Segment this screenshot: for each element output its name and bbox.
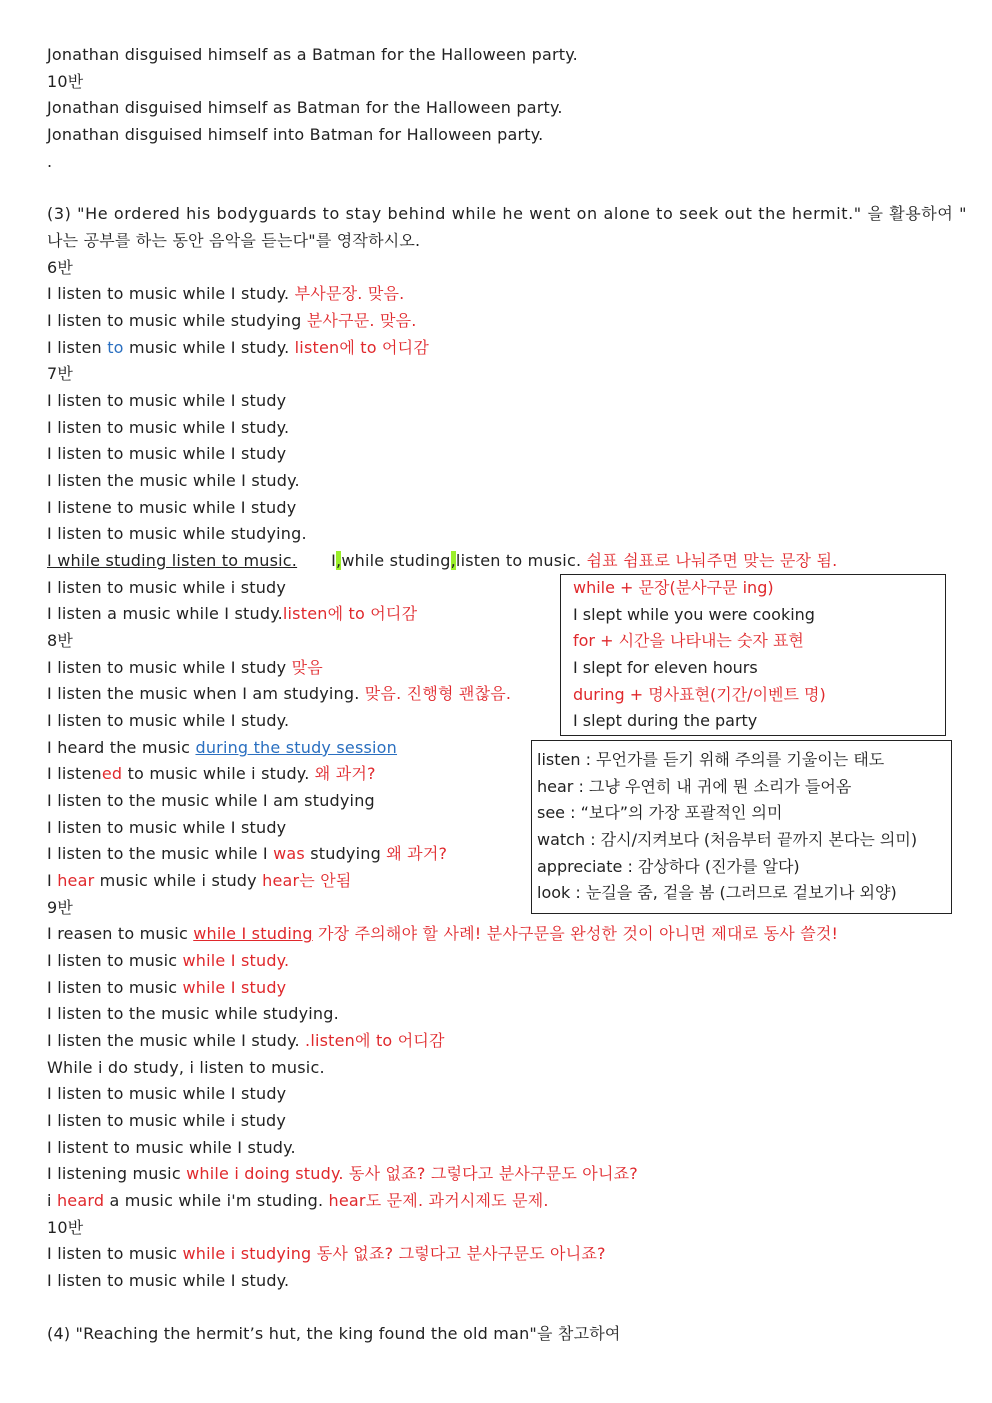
teacher-comment: .listen에 to 어디감 <box>305 1031 445 1050</box>
note-line: see : “보다”의 가장 포괄적인 의미 <box>537 803 783 822</box>
note-line: listen : 무언가를 듣기 위해 주의를 기울이는 태도 <box>537 750 885 769</box>
answer-line: I listen to music while studying. <box>47 524 307 543</box>
answer-line: I while studing listen to music. I,while studing,listen to music. 쉼표 쉼표로 나눠주면 맞는 문장 됨. <box>47 551 838 570</box>
answer-line: I listene to music while I study <box>47 498 297 517</box>
answer-line: I listen to music while I study <box>47 444 287 463</box>
answer-line: I listen to music while I study 맞음 <box>47 658 323 677</box>
answer-line: I listen to the music while I was studying 왜 과거? <box>47 844 448 863</box>
answer-line: I listen to music while i studying 동사 없죠? 그렇다고 분사구문도 아니죠? <box>47 1244 606 1263</box>
grammar-note-box <box>560 574 946 736</box>
class-heading: 10반 <box>47 1218 84 1237</box>
teacher-comment: 맞음 <box>291 658 323 677</box>
class-heading: 9반 <box>47 898 74 917</box>
sentence-line: . <box>47 152 53 171</box>
note-line: appreciate : 감상하다 (진가를 알다) <box>537 857 800 876</box>
answer-line: I listen to music while I study <box>47 818 287 837</box>
answer-line: I listen to music while I study <box>47 391 287 410</box>
note-line: while + 문장(분사구문 ing) <box>573 578 774 597</box>
answer-line: While i do study, i listen to music. <box>47 1058 325 1077</box>
answer-line: I listening music while i doing study. 동사 없죠? 그렇다고 분사구문도 아니죠? <box>47 1164 638 1183</box>
teacher-comment: listen에 to 어디감 <box>282 604 418 623</box>
teacher-comment: 분사구문. 맞음. <box>306 311 417 330</box>
answer-line: I listen to music while studying 분사구문. 맞음. <box>47 311 417 330</box>
teacher-comment: 부사문장. 맞음. <box>294 284 405 303</box>
answer-line: I heard the music during the study session <box>47 738 398 757</box>
teacher-comment: while i doing study. 동사 없죠? 그렇다고 분사구문도 아니죠? <box>186 1164 638 1183</box>
note-line: I slept while you were cooking <box>573 605 815 624</box>
teacher-comment: 쉼표 쉼표로 나눠주면 맞는 문장 됨. <box>586 551 838 570</box>
answer-line: I reasen to music while I studing 가장 주의해야 할 사례! 분사구문을 완성한 것이 아니면 제대로 동사 쓸것! <box>47 924 839 943</box>
class-heading: 10반 <box>47 72 84 91</box>
answer-line: I listen to music while I study. 부사문장. 맞음. <box>47 284 405 303</box>
answer-line: I listen to music while I study <box>47 1084 287 1103</box>
answer-line: I listen to music while I study. <box>47 418 290 437</box>
answer-line: I listen to the music while I am studying <box>47 791 375 810</box>
sentence-line: Jonathan disguised himself as a Batman for the Halloween party. <box>47 45 578 64</box>
answer-line: I listen to music while I study <box>47 978 287 997</box>
note-line: during + 명사표현(기간/이벤트 명) <box>573 685 826 704</box>
answer-line: I listened to music while i study. 왜 과거? <box>47 764 376 783</box>
note-line: hear : 그냥 우연히 내 귀에 뭔 소리가 들어옴 <box>537 777 852 796</box>
answer-line: I listen to music while I study. <box>47 1271 290 1290</box>
teacher-comment: hear도 문제. 과거시제도 문제. <box>328 1191 549 1210</box>
question-4-prompt: (4) "Reaching the hermit’s hut, the king found the old man"을 참고하여 <box>47 1324 621 1343</box>
teacher-comment: 가장 주의해야 할 사례! 분사구문을 완성한 것이 아니면 제대로 동사 쓸것! <box>312 924 839 943</box>
answer-line: I listen the music while I study. .listen에 to 어디감 <box>47 1031 445 1050</box>
note-line: look : 눈길을 줌, 겉을 봄 (그러므로 겉보기나 외양) <box>537 883 897 902</box>
question-3-prompt-cont: 나는 공부를 하는 동안 음악을 듣는다"를 영작하시오. <box>47 231 421 250</box>
teacher-comment: while i studying 동사 없죠? 그렇다고 분사구문도 아니죠? <box>182 1244 606 1263</box>
answer-line: I listen to music while I study. listen에 to 어디감 <box>47 338 429 357</box>
teacher-comment: 왜 과거? <box>314 764 376 783</box>
answer-line: I hear music while i study hear는 안됨 <box>47 871 352 890</box>
answer-line: I listen the music while I study. <box>47 471 300 490</box>
sentence-line: Jonathan disguised himself as Batman for the Halloween party. <box>47 98 563 117</box>
answer-line: I listen to music while I study. <box>47 711 290 730</box>
teacher-comment: hear는 안됨 <box>262 871 352 890</box>
note-line: I slept for eleven hours <box>573 658 758 677</box>
class-heading: 8반 <box>47 631 74 650</box>
note-line: I slept during the party <box>573 711 758 730</box>
teacher-comment: 맞음. 진행형 괜찮음. <box>364 684 512 703</box>
sentence-line: Jonathan disguised himself into Batman for Halloween party. <box>47 125 544 144</box>
answer-line: I listen to music while I study. <box>47 951 290 970</box>
question-3-prompt: (3) "He ordered his bodyguards to stay behind while he went on alone to seek out the hermit." 을 활용하여 " <box>47 204 968 223</box>
note-line: watch : 감시/지켜보다 (처음부터 끝까지 본다는 의미) <box>537 830 918 849</box>
answer-line: I listen to music while i study <box>47 1111 287 1130</box>
answer-line: I listen the music when I am studying. 맞음. 진행형 괜찮음. <box>47 684 512 703</box>
note-line: for + 시간을 나타내는 숫자 표현 <box>573 631 804 650</box>
answer-line: i heard a music while i'm studing. hear도 문제. 과거시제도 문제. <box>47 1191 549 1210</box>
class-heading: 6반 <box>47 258 74 277</box>
class-heading: 7반 <box>47 364 74 383</box>
answer-line: I listen to the music while studying. <box>47 1004 339 1023</box>
answer-line: I listent to music while I study. <box>47 1138 296 1157</box>
teacher-comment: listen에 to 어디감 <box>294 338 429 357</box>
underlined-phrase: during the study session <box>195 738 398 757</box>
answer-line: I listen to music while i study <box>47 578 287 597</box>
teacher-comment: 왜 과거? <box>386 844 448 863</box>
answer-line: I listen a music while I study.listen에 to 어디감 <box>47 604 418 623</box>
vocabulary-note-box <box>531 740 952 914</box>
